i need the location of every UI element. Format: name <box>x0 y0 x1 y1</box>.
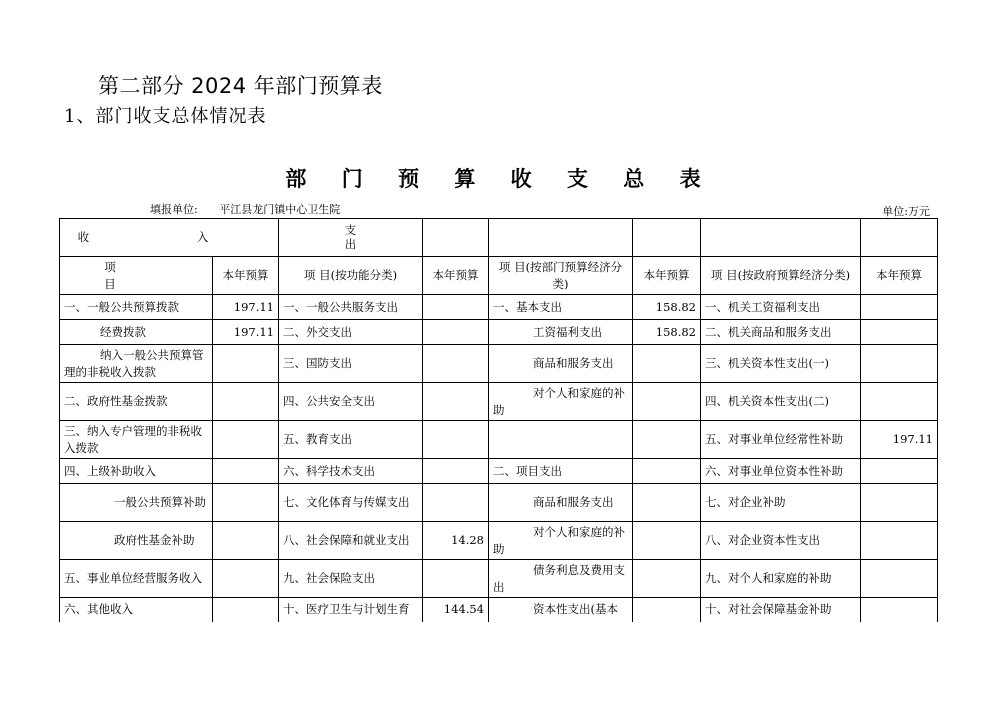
func-item: 十、医疗卫生与计划生育 <box>279 598 423 622</box>
header-row-1 <box>60 219 938 257</box>
table-row <box>60 345 938 383</box>
func-item: 一、一般公共服务支出 <box>279 295 423 320</box>
gov-amount <box>861 560 938 598</box>
income-item: 六、其他收入 <box>60 598 213 622</box>
income-amount <box>213 484 279 522</box>
func-amount <box>423 484 489 522</box>
dept-amount: 158.82 <box>633 295 701 320</box>
table-row <box>60 295 938 320</box>
income-amount <box>213 522 279 560</box>
dept-item: 二、项目支出 <box>489 459 633 484</box>
func-item: 三、国防支出 <box>279 345 423 383</box>
dept-item: 对个人和家庭的补助 <box>489 383 633 421</box>
table-row <box>60 522 938 560</box>
income-item: 经费拨款 <box>60 320 213 345</box>
gov-amount: 197.11 <box>861 421 938 459</box>
table-row <box>60 383 938 421</box>
gov-item: 七、对企业补助 <box>701 484 861 522</box>
gov-item-header: 项 目(按政府预算经济分类) <box>701 257 861 295</box>
budget-table <box>59 218 938 622</box>
table-row <box>60 484 938 522</box>
income-amount: 197.11 <box>213 320 279 345</box>
table-row <box>60 598 938 622</box>
func-item: 七、文化体育与传媒支出 <box>279 484 423 522</box>
dept-amount <box>633 560 701 598</box>
gov-amount <box>861 459 938 484</box>
func-amount <box>423 320 489 345</box>
table-row <box>60 320 938 345</box>
func-amount <box>423 383 489 421</box>
blank-header-cell <box>423 219 489 257</box>
func-item: 六、科学技术支出 <box>279 459 423 484</box>
dept-item: 商品和服务支出 <box>489 484 633 522</box>
item-header: 项 目 <box>60 257 213 295</box>
func-amount: 14.28 <box>423 522 489 560</box>
income-item: 一般公共预算补助 <box>60 484 213 522</box>
func-item: 二、外交支出 <box>279 320 423 345</box>
gov-item: 二、机关商品和服务支出 <box>701 320 861 345</box>
income-amount <box>213 598 279 622</box>
gov-item: 六、对事业单位资本性补助 <box>701 459 861 484</box>
blank-header-cell <box>633 219 701 257</box>
dept-item: 债务利息及费用支出 <box>489 560 633 598</box>
gov-item: 十、对社会保障基金补助 <box>701 598 861 622</box>
func-item: 五、教育支出 <box>279 421 423 459</box>
dept-item: 商品和服务支出 <box>489 345 633 383</box>
gov-amount <box>861 598 938 622</box>
income-amount <box>213 560 279 598</box>
func-amount: 144.54 <box>423 598 489 622</box>
gov-amount <box>861 320 938 345</box>
gov-item: 五、对事业单位经常性补助 <box>701 421 861 459</box>
income-item: 四、上级补助收入 <box>60 459 213 484</box>
table-row <box>60 459 938 484</box>
income-item: 二、政府性基金拨款 <box>60 383 213 421</box>
budget-header: 本年预算 <box>861 257 938 295</box>
dept-amount <box>633 522 701 560</box>
fill-unit-label: 填报单位: <box>150 203 198 216</box>
income-item: 五、事业单位经营服务收入 <box>60 560 213 598</box>
budget-header: 本年预算 <box>213 257 279 295</box>
func-amount <box>423 295 489 320</box>
func-item: 九、社会保险支出 <box>279 560 423 598</box>
dept-amount <box>633 345 701 383</box>
dept-item: 资本性支出(基本 <box>489 598 633 622</box>
table-title: 部 门 预 算 收 支 总 表 <box>285 166 715 191</box>
income-item: 一、一般公共预算拨款 <box>60 295 213 320</box>
income-header: 收 入 <box>60 219 279 257</box>
gov-item: 八、对企业资本性支出 <box>701 522 861 560</box>
dept-amount <box>633 598 701 622</box>
gov-amount <box>861 345 938 383</box>
gov-amount <box>861 383 938 421</box>
budget-header: 本年预算 <box>423 257 489 295</box>
func-amount <box>423 421 489 459</box>
budget-header: 本年预算 <box>633 257 701 295</box>
dept-item <box>489 421 633 459</box>
dept-amount <box>633 459 701 484</box>
func-amount <box>423 459 489 484</box>
part-title: 第二部分 2024 年部门预算表 <box>98 74 383 98</box>
gov-item: 三、机关资本性支出(一) <box>701 345 861 383</box>
blank-header-cell <box>701 219 861 257</box>
income-item: 纳入一般公共预算管理的非税收入拨款 <box>60 345 213 383</box>
expense-header: 支 出 <box>279 219 423 257</box>
gov-item: 一、机关工资福利支出 <box>701 295 861 320</box>
gov-item: 四、机关资本性支出(二) <box>701 383 861 421</box>
gov-item: 九、对个人和家庭的补助 <box>701 560 861 598</box>
dept-item: 对个人和家庭的补助 <box>489 522 633 560</box>
func-item: 八、社会保障和就业支出 <box>279 522 423 560</box>
dept-item: 一、基本支出 <box>489 295 633 320</box>
income-amount <box>213 383 279 421</box>
dept-amount <box>633 383 701 421</box>
dept-item: 工资福利支出 <box>489 320 633 345</box>
func-item-header: 项 目(按功能分类) <box>279 257 423 295</box>
func-item: 四、公共安全支出 <box>279 383 423 421</box>
table-row <box>60 560 938 598</box>
dept-amount: 158.82 <box>633 320 701 345</box>
income-amount <box>213 421 279 459</box>
dept-item-header: 项 目(按部门预算经济分类) <box>489 257 633 295</box>
dept-amount <box>633 484 701 522</box>
fill-unit <box>150 201 340 217</box>
income-amount <box>213 459 279 484</box>
income-amount: 197.11 <box>213 295 279 320</box>
blank-header-cell <box>861 219 938 257</box>
header-row-2 <box>60 257 938 295</box>
gov-amount <box>861 295 938 320</box>
income-amount <box>213 345 279 383</box>
func-amount <box>423 560 489 598</box>
table-row <box>60 421 938 459</box>
unit-label: 单位:万元 <box>882 205 930 218</box>
income-item: 三、纳入专户管理的非税收入拨款 <box>60 421 213 459</box>
func-amount <box>423 345 489 383</box>
dept-amount <box>633 421 701 459</box>
income-item: 政府性基金补助 <box>60 522 213 560</box>
gov-amount <box>861 484 938 522</box>
blank-header-cell <box>489 219 633 257</box>
section-title: 1、部门收支总体情况表 <box>64 106 267 127</box>
gov-amount <box>861 522 938 560</box>
fill-unit-value: 平江县龙门镇中心卫生院 <box>219 203 341 216</box>
